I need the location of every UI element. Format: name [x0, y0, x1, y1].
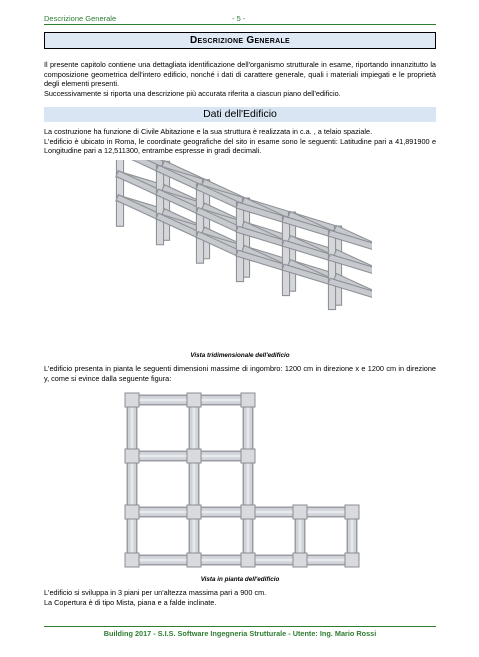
- plan-column-13: [241, 553, 255, 567]
- building-plan-drawing: [118, 388, 362, 572]
- plan-column-14: [293, 553, 307, 567]
- plan-column-4: [187, 449, 201, 463]
- plan-column-11: [125, 553, 139, 567]
- dimensions-text: L'edificio presenta in pianta le seguenti dimensioni massime di ingombro: 1200 cm in direzione x e 1200 cm in direzione y, come si evince dalla seguente figura:: [44, 364, 436, 383]
- plan-column-12: [187, 553, 201, 567]
- floors-text: [44, 588, 436, 607]
- plan-column-1: [187, 393, 201, 407]
- building-text: [44, 127, 436, 156]
- building-paragraph-2: L'edificio è ubicato in Roma, le coordinate geografiche del sito in esame sono le seguenti: Latitudine pari a 41,891900 e Longitudine pari a 12,511300, entrambe espresse in gradi decimali.: [44, 136, 436, 156]
- plan-column-7: [187, 505, 201, 519]
- floors-paragraph-2: La Copertura è di tipo Mista, piana e a falde inclinate.: [44, 597, 217, 607]
- header-rule: [44, 24, 436, 25]
- plan-column-9: [293, 505, 307, 519]
- plan-column-15: [345, 553, 359, 567]
- intro-paragraph-2: Successivamente si riporta una descrizione più accurata riferita a ciascun piano dell'edificio.: [44, 88, 341, 98]
- plan-column-5: [241, 449, 255, 463]
- figure-1-caption: Vista tridimensionale dell'edificio: [190, 352, 290, 359]
- footer-text: Building 2017 - S.I.S. Software Ingegneria Strutturale - Utente: Ing. Mario Rossi: [103, 629, 377, 638]
- plan-column-6: [125, 505, 139, 519]
- figure-2-caption: Vista in pianta dell'edificio: [200, 576, 280, 583]
- header-section-name: Descrizione Generale: [44, 14, 117, 23]
- plan-column-8: [241, 505, 255, 519]
- page-number: - 5 -: [232, 14, 246, 23]
- building-plan-view: [118, 388, 362, 572]
- building-3d-view: [112, 160, 372, 350]
- plan-column-3: [125, 449, 139, 463]
- section-title: Descrizione Generale: [44, 32, 436, 49]
- subsection-title: Dati dell'Edificio: [44, 107, 436, 122]
- plan-column-2: [241, 393, 255, 407]
- footer-rule: [44, 626, 436, 627]
- floors-paragraph-1: L'edificio si sviluppa in 3 piani per un'altezza massima pari a 900 cm.: [44, 588, 267, 597]
- plan-column-0: [125, 393, 139, 407]
- intro-text: [44, 60, 436, 98]
- intro-paragraph-1: Il presente capitolo contiene una dettagliata identificazione dell'organismo strutturale in esame, riportando innanzitutto la composizione geometrica dell'intero edificio, nonché i dati di carattere generale, quali i materiali impiegati e le proprietà degli elementi presenti.: [44, 60, 436, 89]
- building-paragraph-1: La costruzione ha funzione di Civile Abitazione e la sua struttura è realizzata in c.a. , a telaio spaziale.: [44, 127, 373, 136]
- plan-column-10: [345, 505, 359, 519]
- building-3d-drawing: [112, 160, 372, 350]
